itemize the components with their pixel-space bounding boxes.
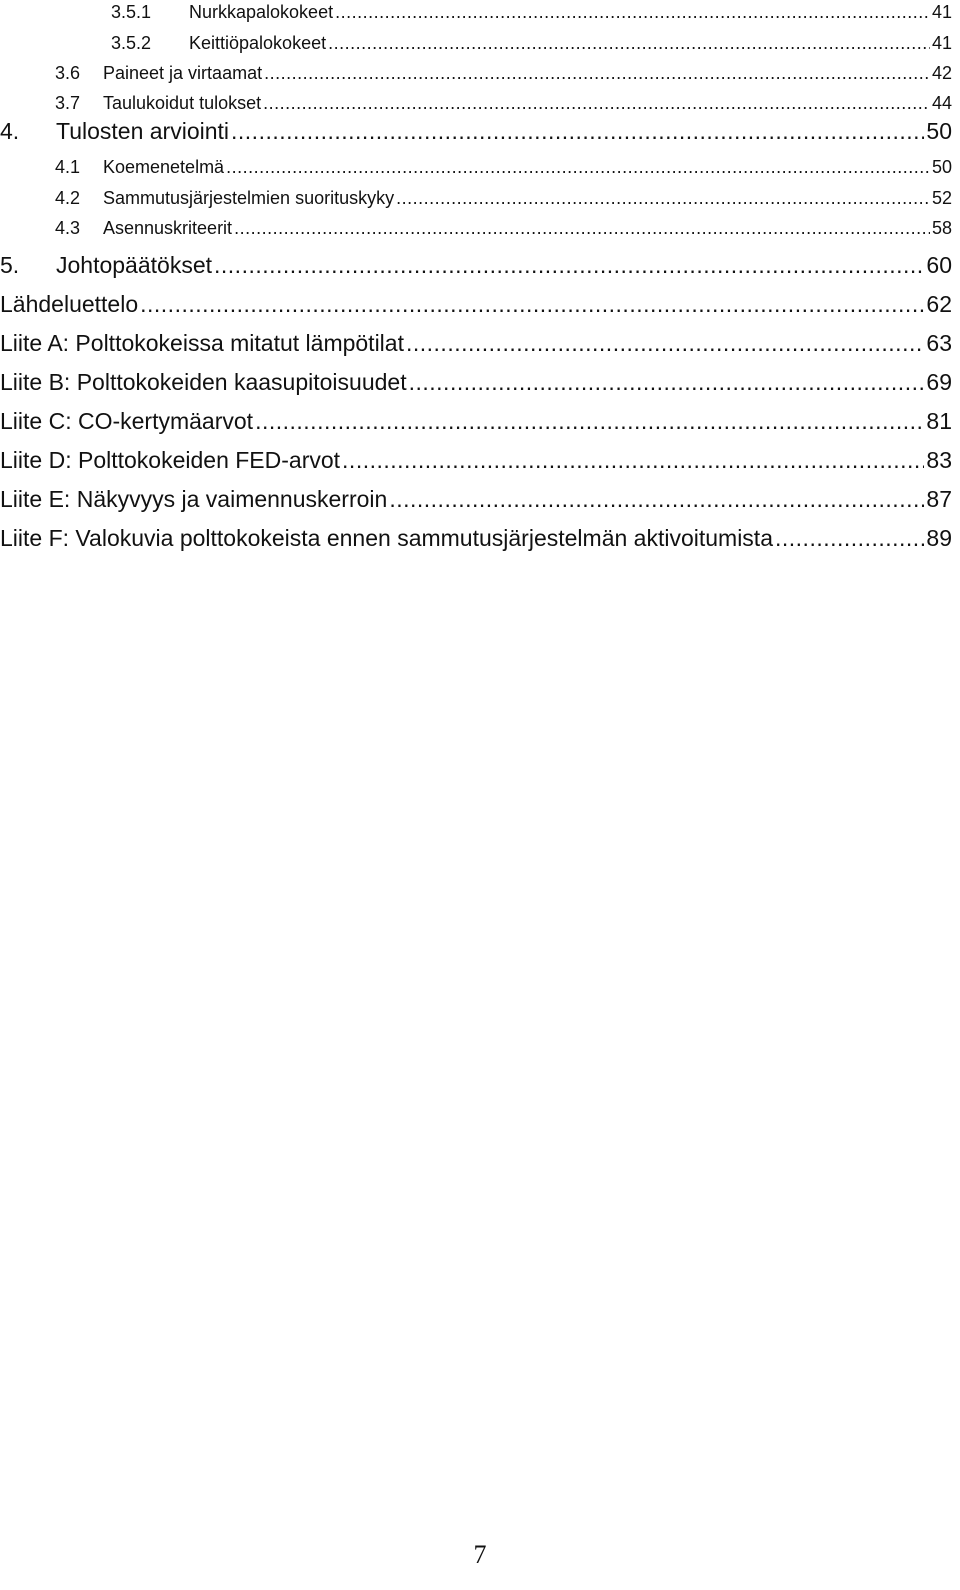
toc-entry[interactable] xyxy=(55,188,952,209)
toc-entry[interactable] xyxy=(0,369,952,396)
toc-dot-leader xyxy=(775,525,924,552)
toc-entry-title: Liite B: Polttokokeiden kaasupitoisuudet xyxy=(0,369,407,395)
toc-entry-number: 3.5.2 xyxy=(111,33,152,53)
toc-entry-page: 42 xyxy=(931,63,952,83)
toc-entry-title: Liite F: Valokuvia polttokokeista ennen sammutusjärjestelmän aktivoitumista xyxy=(0,525,773,551)
toc-entry-number: 3.7 xyxy=(55,93,81,113)
toc-entry-title: Koemenetelmä xyxy=(103,157,225,177)
toc-dot-leader xyxy=(255,408,924,435)
toc-dot-leader xyxy=(263,93,930,114)
toc-entry-page: 89 xyxy=(926,525,952,551)
toc-entry[interactable] xyxy=(0,486,952,513)
toc-dot-leader xyxy=(335,2,930,23)
toc-entry-page: 41 xyxy=(931,2,952,22)
toc-entry-number: 4.2 xyxy=(55,188,81,208)
toc-entry-number: 4. xyxy=(0,118,20,144)
toc-entry[interactable] xyxy=(0,408,952,435)
toc-dot-leader xyxy=(231,118,924,145)
toc-entry[interactable] xyxy=(0,291,952,318)
toc-entry-title: Paineet ja virtaamat xyxy=(103,63,263,83)
toc-dot-leader xyxy=(226,157,930,178)
toc-dot-leader xyxy=(396,188,930,209)
toc-entry-page: 62 xyxy=(926,291,952,317)
toc-entry-page: 81 xyxy=(926,408,952,434)
toc-entry-number: 3.6 xyxy=(55,63,81,83)
toc-entry[interactable] xyxy=(0,330,952,357)
toc-entry-title: Keittiöpalokokeet xyxy=(189,33,327,53)
toc-entry-title: Johtopäätökset xyxy=(56,252,213,278)
toc-entry-page: 44 xyxy=(931,93,952,113)
toc-entry-number: 4.1 xyxy=(55,157,81,177)
toc-entry-page: 50 xyxy=(931,157,952,177)
toc-entry-page: 58 xyxy=(931,218,952,238)
toc-dot-leader xyxy=(214,252,924,279)
toc-dot-leader xyxy=(264,63,930,84)
toc-entry-title: Nurkkapalokokeet xyxy=(189,2,334,22)
toc-dot-leader xyxy=(328,33,930,54)
toc-entry-page: 41 xyxy=(931,33,952,53)
page-number: 7 xyxy=(473,1540,487,1569)
toc-entry[interactable] xyxy=(111,33,952,54)
toc-entry-page: 60 xyxy=(926,252,952,278)
toc-entry-title: Taulukoidut tulokset xyxy=(103,93,262,113)
toc-entry-title: Liite C: CO-kertymäarvot xyxy=(0,408,254,434)
toc-dot-leader xyxy=(140,291,924,318)
toc-entry-number: 4.3 xyxy=(55,218,81,238)
toc-entry-title: Lähdeluettelo xyxy=(0,291,139,317)
toc-entry-title: Sammutusjärjestelmien suorituskyky xyxy=(103,188,395,208)
toc-entry[interactable] xyxy=(55,218,952,239)
toc-entry-number: 3.5.1 xyxy=(111,2,152,22)
toc-entry-page: 52 xyxy=(931,188,952,208)
toc-entry-title: Tulosten arviointi xyxy=(56,118,230,144)
toc-entry[interactable] xyxy=(0,447,952,474)
toc-entry-page: 69 xyxy=(926,369,952,395)
toc-dot-leader xyxy=(406,330,924,357)
toc-entry-title: Liite D: Polttokokeiden FED-arvot xyxy=(0,447,341,473)
toc-entry[interactable] xyxy=(0,252,952,279)
toc-dot-leader xyxy=(409,369,925,396)
toc-entry[interactable] xyxy=(0,525,952,552)
toc-entry-title: Asennuskriteerit xyxy=(103,218,233,238)
toc-entry[interactable] xyxy=(55,157,952,178)
toc-dot-leader xyxy=(234,218,930,239)
toc-entry[interactable] xyxy=(111,2,952,23)
toc-entry-page: 50 xyxy=(926,118,952,144)
toc-dot-leader xyxy=(342,447,924,474)
toc-dot-leader xyxy=(389,486,924,513)
toc-entry-title: Liite E: Näkyvyys ja vaimennuskerroin xyxy=(0,486,388,512)
toc-entry[interactable] xyxy=(0,118,952,145)
toc-entry[interactable] xyxy=(55,63,952,84)
toc-entry-page: 63 xyxy=(926,330,952,356)
toc-entry-page: 83 xyxy=(926,447,952,473)
toc-entry-title: Liite A: Polttokokeissa mitatut lämpötilat xyxy=(0,330,404,356)
toc-entry-number: 5. xyxy=(0,252,20,278)
toc-entry-page: 87 xyxy=(926,486,952,512)
toc-entry[interactable] xyxy=(55,93,952,114)
